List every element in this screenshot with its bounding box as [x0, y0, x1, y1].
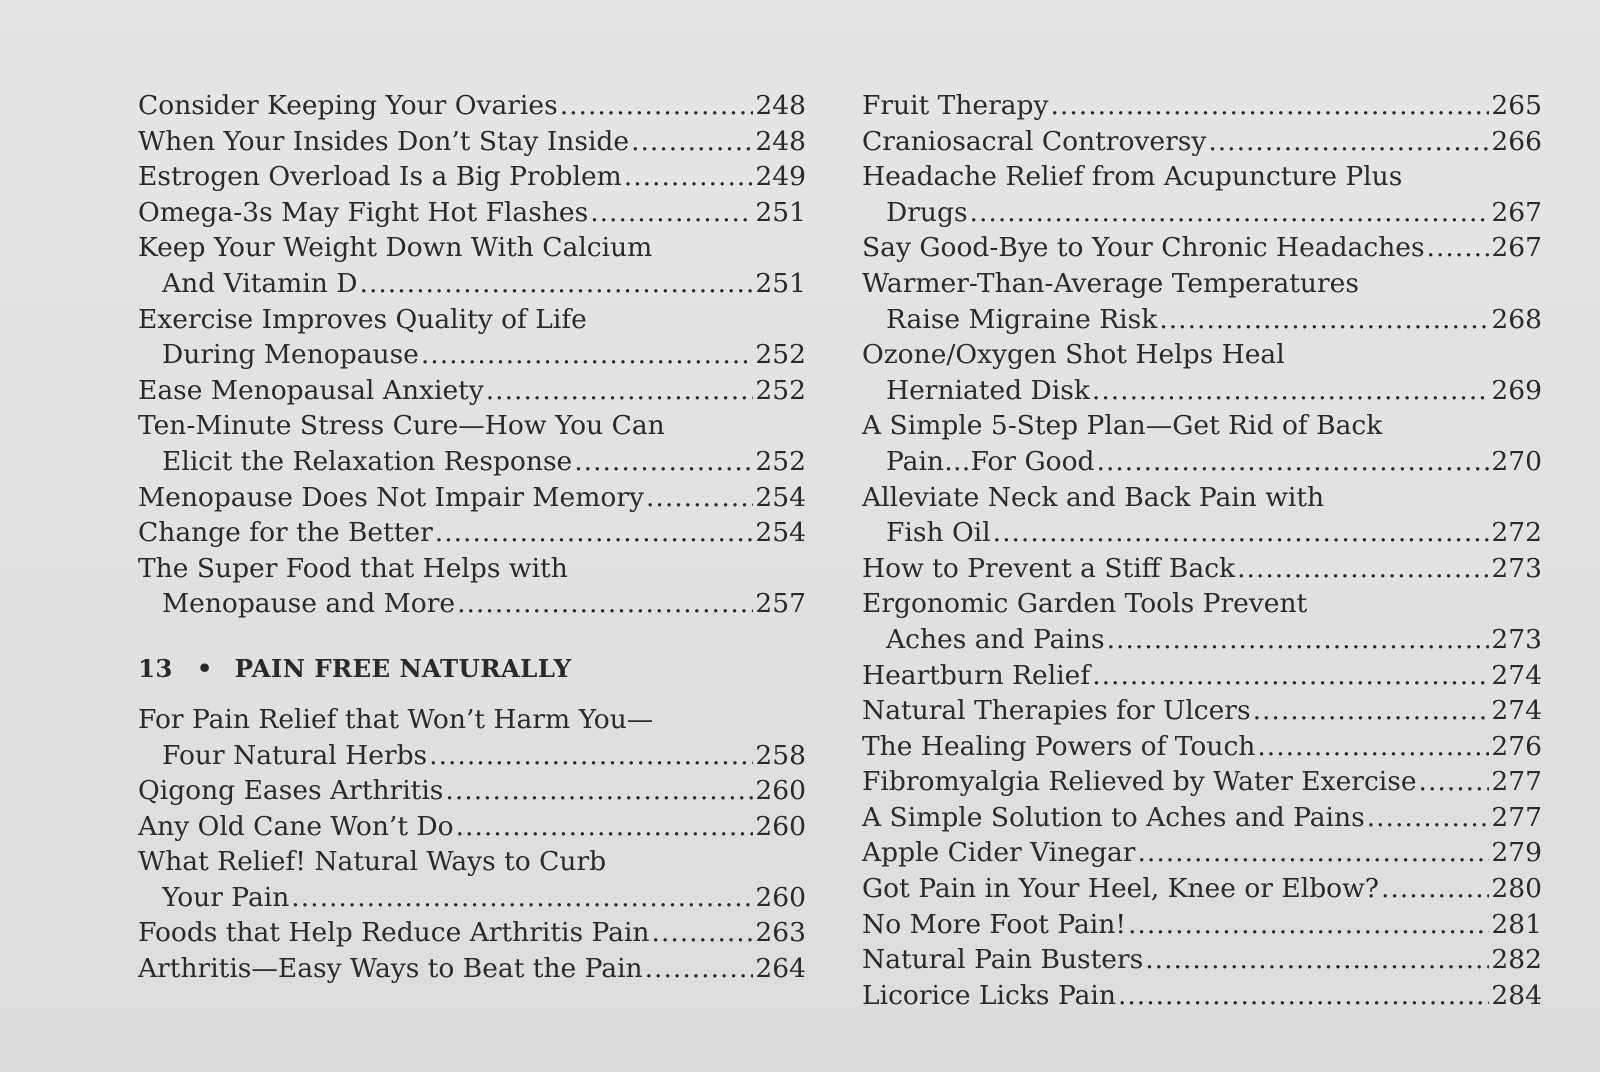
toc-entry-line — [138, 773, 806, 809]
toc-entry-title: Menopause and More — [162, 588, 456, 620]
toc-entry — [138, 951, 806, 987]
toc-entry-line — [138, 480, 806, 516]
toc-page-number: 284 — [1491, 979, 1542, 1011]
toc-page-number: 265 — [1491, 90, 1542, 121]
toc-entry-title: The Super Food that Helps with — [138, 552, 568, 584]
toc-entry-title: Apple Cider Vinegar — [862, 837, 1136, 869]
toc-entry-line — [138, 195, 806, 231]
toc-entry — [138, 88, 806, 124]
toc-entry — [862, 230, 1542, 266]
toc-entry — [862, 480, 1542, 551]
toc-entry — [862, 551, 1542, 587]
toc-entry-line — [138, 266, 806, 302]
dot-leader — [631, 124, 753, 160]
toc-entry-line — [862, 729, 1542, 765]
dot-leader — [1237, 551, 1489, 587]
toc-entry-title: Keep Your Weight Down With Calcium — [138, 232, 653, 264]
toc-entry-title: Fibromyalgia Relieved by Water Exercise — [862, 766, 1417, 798]
toc-entry — [862, 835, 1542, 871]
toc-entry — [862, 337, 1542, 408]
toc-entry-title: Menopause Does Not Impair Memory — [138, 481, 644, 513]
toc-entry-line — [138, 230, 806, 266]
toc-entry — [138, 551, 806, 622]
toc-page-number: 254 — [755, 517, 806, 549]
toc-page-number: 254 — [755, 481, 806, 513]
toc-page-number: 260 — [755, 881, 806, 913]
toc-entry-title: When Your Insides Don’t Stay Inside — [138, 125, 630, 157]
toc-page-number: 252 — [755, 374, 806, 406]
toc-page-number: 249 — [755, 161, 806, 193]
toc-entry — [138, 230, 806, 301]
toc-entry — [138, 408, 806, 479]
toc-entry-title: Ozone/Oxygen Shot Helps Heal — [862, 339, 1285, 371]
toc-entry-title: For Pain Relief that Won’t Harm You— — [138, 703, 654, 735]
toc-entry-title: Arthritis—Easy Ways to Beat the Pain — [138, 953, 643, 985]
toc-page-number: 274 — [1491, 659, 1542, 691]
dot-leader — [1367, 800, 1490, 836]
dot-leader — [574, 444, 753, 480]
toc-entry-line — [138, 551, 806, 587]
toc-entry-line — [862, 124, 1542, 160]
toc-page-number: 272 — [1491, 517, 1542, 549]
toc-page-number: 257 — [755, 588, 806, 620]
dot-leader — [970, 195, 1490, 231]
toc-entry-title: Foods that Help Reduce Arthritis Pain — [138, 917, 650, 949]
toc-entry-line — [138, 844, 806, 880]
toc-entry — [862, 586, 1542, 657]
toc-list-bottom — [138, 702, 806, 987]
toc-entry-line — [862, 693, 1542, 729]
toc-entry-title: Alleviate Neck and Back Pain with — [862, 481, 1325, 513]
toc-page-number: 268 — [1491, 303, 1542, 335]
dot-leader — [1097, 444, 1490, 480]
dot-leader — [1128, 907, 1489, 943]
toc-page-number: 252 — [755, 445, 806, 477]
toc-entry — [138, 515, 806, 551]
toc-entry-title: Got Pain in Your Heel, Knee or Elbow? — [862, 873, 1379, 905]
toc-entry-line — [138, 444, 806, 480]
toc-entry-line — [862, 871, 1542, 907]
toc-entry — [862, 729, 1542, 765]
toc-entry — [862, 907, 1542, 943]
toc-entry-line — [862, 88, 1542, 124]
toc-entry-line — [862, 622, 1542, 658]
dot-leader — [429, 738, 753, 774]
dot-leader — [1137, 835, 1489, 871]
dot-leader — [645, 951, 754, 987]
toc-page-number: 282 — [1491, 944, 1542, 976]
toc-entry — [138, 159, 806, 195]
toc-entry-title: Fruit Therapy — [862, 90, 1049, 121]
toc-entry-title: What Relief! Natural Ways to Curb — [138, 846, 607, 878]
toc-entry — [862, 159, 1542, 230]
toc-page-number: 273 — [1491, 623, 1542, 655]
toc-page-number: 267 — [1491, 196, 1542, 228]
toc-entry-line — [862, 907, 1542, 943]
dot-leader — [560, 88, 754, 124]
toc-right-column — [862, 88, 1542, 1013]
dot-leader — [646, 480, 753, 516]
toc-entry — [138, 809, 806, 845]
toc-entry — [862, 978, 1542, 1014]
chapter-heading — [138, 650, 806, 688]
toc-page-number: 252 — [755, 339, 806, 371]
toc-entry — [138, 302, 806, 373]
toc-entry-line — [862, 444, 1542, 480]
toc-entry-line — [138, 408, 806, 444]
toc-entry-line — [862, 586, 1542, 622]
toc-entry-title: Exercise Improves Quality of Life — [138, 303, 587, 335]
toc-entry-line — [138, 159, 806, 195]
toc-entry-line — [862, 302, 1542, 338]
toc-entry — [862, 693, 1542, 729]
dot-leader — [1159, 302, 1489, 338]
toc-page-number: 251 — [755, 196, 806, 228]
chapter-number: 13 — [138, 653, 173, 683]
dot-leader — [1092, 373, 1490, 409]
toc-left-column — [138, 88, 806, 987]
toc-entry-title: During Menopause — [162, 339, 419, 371]
toc-page-number: 260 — [755, 775, 806, 807]
dot-leader — [1107, 622, 1490, 658]
toc-entry-line — [138, 124, 806, 160]
toc-page-number: 248 — [755, 125, 806, 157]
toc-entry-line — [138, 809, 806, 845]
chapter-bullet: • — [196, 653, 213, 683]
toc-entry-line — [862, 942, 1542, 978]
toc-entry-title: Natural Pain Busters — [862, 944, 1144, 976]
toc-entry-line — [138, 337, 806, 373]
toc-entry — [862, 266, 1542, 337]
toc-page-number: 267 — [1491, 232, 1542, 264]
dot-leader — [1092, 658, 1489, 694]
toc-entry-line — [862, 978, 1542, 1014]
toc-entry — [862, 764, 1542, 800]
toc-entry-title: Drugs — [886, 196, 968, 228]
toc-list-right — [862, 88, 1542, 1013]
toc-entry — [862, 800, 1542, 836]
toc-entry-line — [138, 880, 806, 916]
dot-leader — [1257, 729, 1489, 765]
toc-page-number: 260 — [755, 810, 806, 842]
toc-entry-line — [862, 764, 1542, 800]
toc-entry-line — [138, 915, 806, 951]
toc-entry-title: How to Prevent a Stiff Back — [862, 552, 1236, 584]
toc-entry-line — [862, 195, 1542, 231]
toc-page-number: 280 — [1491, 873, 1542, 905]
dot-leader — [1118, 978, 1489, 1014]
dot-leader — [457, 586, 753, 622]
toc-page-number: 274 — [1491, 695, 1542, 727]
toc-entry-title: Your Pain — [162, 881, 290, 913]
toc-page-number: 276 — [1491, 730, 1542, 762]
toc-entry-line — [862, 551, 1542, 587]
toc-entry — [138, 844, 806, 915]
toc-entry-line — [138, 586, 806, 622]
toc-entry — [138, 195, 806, 231]
toc-entry-line — [138, 702, 806, 738]
dot-leader — [1145, 942, 1489, 978]
toc-entry-line — [862, 337, 1542, 373]
toc-entry-title: Any Old Cane Won’t Do — [138, 810, 454, 842]
toc-page-number: 273 — [1491, 552, 1542, 584]
toc-page-number: 270 — [1491, 445, 1542, 477]
dot-leader — [1381, 871, 1489, 907]
dot-leader — [590, 195, 753, 231]
chapter-title: PAIN FREE NATURALLY — [234, 653, 572, 683]
toc-entry-line — [862, 266, 1542, 302]
toc-entry — [862, 658, 1542, 694]
toc-page-number: 258 — [755, 739, 806, 771]
dot-leader — [445, 773, 753, 809]
toc-entry-title: Natural Therapies for Ulcers — [862, 695, 1251, 727]
toc-page-number: 264 — [755, 953, 806, 985]
dot-leader — [435, 515, 754, 551]
dot-leader — [360, 266, 754, 302]
toc-entry — [138, 915, 806, 951]
dot-leader — [1208, 124, 1489, 160]
toc-entry — [138, 480, 806, 516]
toc-entry — [138, 773, 806, 809]
toc-entry-title: Warmer-Than-Average Temperatures — [862, 267, 1359, 299]
toc-entry-line — [862, 408, 1542, 444]
toc-entry-line — [138, 302, 806, 338]
toc-entry-title: A Simple 5-Step Plan—Get Rid of Back — [862, 410, 1383, 442]
toc-entry-title: Consider Keeping Your Ovaries — [138, 90, 558, 121]
toc-entry-line — [862, 658, 1542, 694]
toc-entry-line — [862, 800, 1542, 836]
toc-entry-title: Craniosacral Controversy — [862, 125, 1207, 157]
toc-entry — [862, 871, 1542, 907]
dot-leader — [456, 809, 754, 845]
toc-entry-title: Elicit the Relaxation Response — [162, 445, 573, 477]
dot-leader — [291, 880, 753, 916]
toc-entry-title: Ergonomic Garden Tools Prevent — [862, 588, 1308, 620]
toc-entry-title: Raise Migraine Risk — [886, 303, 1158, 335]
toc-entry — [138, 124, 806, 160]
toc-entry-title: Fish Oil — [886, 517, 991, 549]
toc-entry — [862, 124, 1542, 160]
toc-page-number: 281 — [1491, 908, 1542, 940]
toc-entry-title: Estrogen Overload Is a Big Problem — [138, 161, 622, 193]
toc-entry-title: Heartburn Relief — [862, 659, 1091, 691]
toc-entry-title: Ease Menopausal Anxiety — [138, 374, 484, 406]
toc-entry — [138, 702, 806, 773]
toc-entry-title: Headache Relief from Acupuncture Plus — [862, 161, 1403, 193]
toc-page-number: 279 — [1491, 837, 1542, 869]
toc-entry-title: Pain…For Good — [886, 445, 1095, 477]
toc-entry — [862, 88, 1542, 124]
toc-entry-line — [138, 373, 806, 409]
dot-leader — [993, 515, 1490, 551]
toc-entry-title: And Vitamin D — [162, 267, 358, 299]
toc-page-number: 248 — [755, 90, 806, 121]
toc-list-top — [138, 88, 806, 622]
toc-entry-line — [138, 88, 806, 124]
toc-entry — [138, 373, 806, 409]
dot-leader — [486, 373, 754, 409]
toc-page-number: 251 — [755, 267, 806, 299]
toc-entry — [862, 408, 1542, 479]
toc-entry-title: Ten-Minute Stress Cure—How You Can — [138, 410, 665, 442]
toc-entry-title: Four Natural Herbs — [162, 739, 428, 771]
toc-entry-title: Change for the Better — [138, 517, 433, 549]
toc-entry-line — [862, 835, 1542, 871]
toc-entry-line — [862, 230, 1542, 266]
toc-entry-line — [862, 373, 1542, 409]
toc-entry-title: The Healing Powers of Touch — [862, 730, 1256, 762]
toc-page-number: 269 — [1491, 374, 1542, 406]
dot-leader — [1051, 88, 1490, 124]
toc-page-number: 266 — [1491, 125, 1542, 157]
toc-entry-line — [138, 951, 806, 987]
toc-entry-line — [138, 515, 806, 551]
dot-leader — [421, 337, 754, 373]
dot-leader — [1427, 230, 1490, 266]
toc-entry-line — [138, 738, 806, 774]
toc-entry — [862, 942, 1542, 978]
toc-entry-title: Licorice Licks Pain — [862, 979, 1116, 1011]
dot-leader — [1253, 693, 1490, 729]
toc-entry-title: Say Good-Bye to Your Chronic Headaches — [862, 232, 1425, 264]
toc-entry-line — [862, 515, 1542, 551]
toc-page-number: 277 — [1491, 801, 1542, 833]
toc-entry-line — [862, 159, 1542, 195]
toc-page-number: 263 — [755, 917, 806, 949]
toc-entry-title: No More Foot Pain! — [862, 908, 1126, 940]
toc-entry-title: Omega-3s May Fight Hot Flashes — [138, 196, 589, 228]
toc-entry-line — [862, 480, 1542, 516]
toc-page-number: 277 — [1491, 766, 1542, 798]
toc-entry-title: Qigong Eases Arthritis — [138, 775, 444, 807]
dot-leader — [651, 915, 753, 951]
toc-entry-title: Aches and Pains — [886, 623, 1105, 655]
toc-entry-title: A Simple Solution to Aches and Pains — [862, 801, 1365, 833]
dot-leader — [1419, 764, 1490, 800]
toc-entry-title: Herniated Disk — [886, 374, 1090, 406]
dot-leader — [624, 159, 754, 195]
